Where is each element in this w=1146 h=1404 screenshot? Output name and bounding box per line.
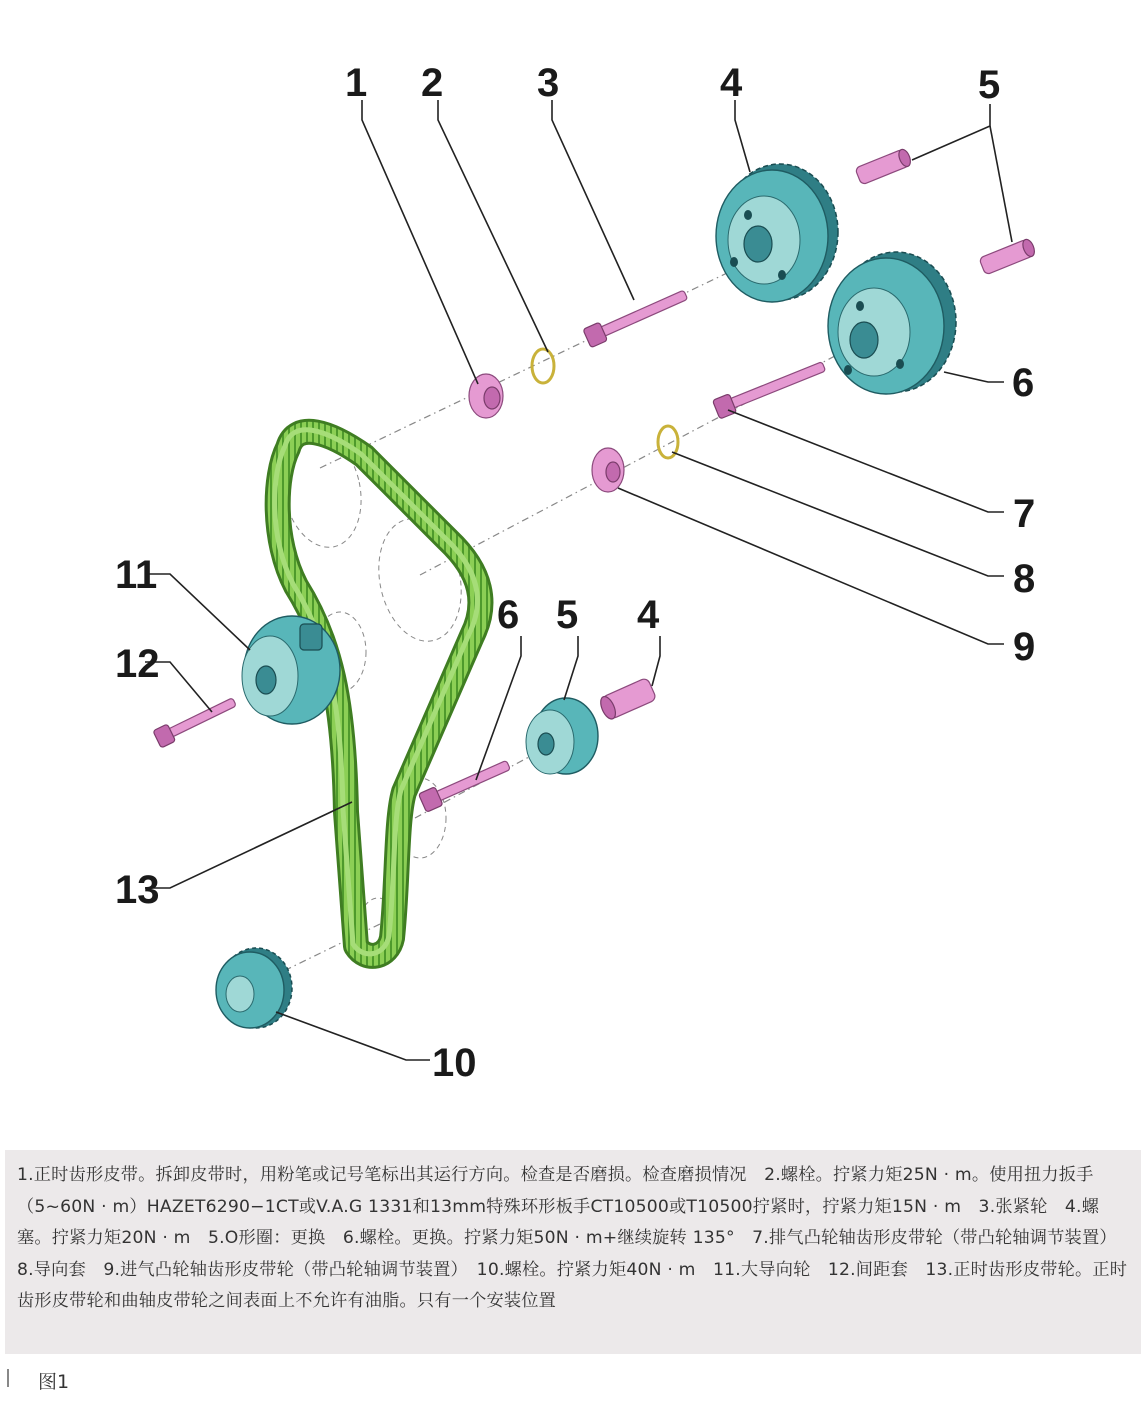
spacer-sleeve: [598, 677, 657, 721]
upper-bolt: [583, 286, 690, 348]
callout-4-right: 9: [1013, 625, 1036, 669]
screw-plugs: [469, 374, 624, 492]
crankshaft-sprocket: [216, 948, 292, 1028]
callout-8: 5: [978, 63, 1001, 107]
callout-7: 4: [720, 61, 743, 105]
callout-5-top: 2: [421, 61, 444, 105]
callout-10: 6: [497, 593, 520, 637]
leader-lines: [145, 100, 1012, 1060]
callout-12: 4: [637, 593, 660, 637]
callout-4-top: 1: [345, 61, 368, 105]
callout-6-top: 3: [537, 61, 560, 105]
tensioner-pulley: [242, 616, 340, 724]
lower-bolt: [712, 357, 827, 419]
callout-numbers: [115, 61, 1035, 1085]
guide-roller-bolt: [418, 756, 512, 813]
figure-marker: [7, 1369, 9, 1387]
callout-3: 11: [115, 553, 158, 597]
guide-roller: [526, 698, 598, 774]
callout-5-right: 8: [1013, 557, 1036, 601]
callout-6-right: 7: [1013, 492, 1036, 536]
caption-box: [5, 1150, 1141, 1354]
exhaust-camshaft-sprocket: [716, 164, 838, 302]
tensioner-bolt: [153, 693, 239, 748]
callout-9: 6: [1012, 361, 1035, 405]
callout-2: 12: [115, 642, 160, 686]
callout-13: 10: [432, 1041, 477, 1085]
callout-1: 13: [115, 868, 160, 912]
callout-11: 5: [556, 593, 579, 637]
o-rings: [532, 349, 678, 458]
intake-camshaft-sprocket: [828, 252, 956, 394]
figure-label: 图1: [38, 1371, 70, 1393]
caption-text: 1.正时齿形皮带。拆卸皮带时，用粉笔或记号笔标出其运行方向。检查是否磨损。检查磨损情况 2.螺栓。拧紧力矩25N · m。使用扭力扳手（5~60N · m）HAZET6290−1CT或V.A.G 1331和13mm特殊环形板手CT10500或T10500拧紧时，拧紧力矩15N · m 3.张紧轮 4.螺塞。拧紧力矩20N · m 5.O形圈：更换 6.螺栓。更换。拧紧力矩50N · m+继续旋转 135° 7.排气凸轮轴齿形皮带轮（带凸轮轴调节装置） 8.导向套 9.进气凸轮轴齿形皮带轮（带凸轮轴调节装置） 10.螺栓。拧紧力矩40N · m 11.大导向轮 12.间距套 13.正时齿形皮带轮。正时齿形皮带轮和曲轴皮带轮之间表面上不允许有油脂。只有一个安装位置: [17, 1165, 1128, 1311]
